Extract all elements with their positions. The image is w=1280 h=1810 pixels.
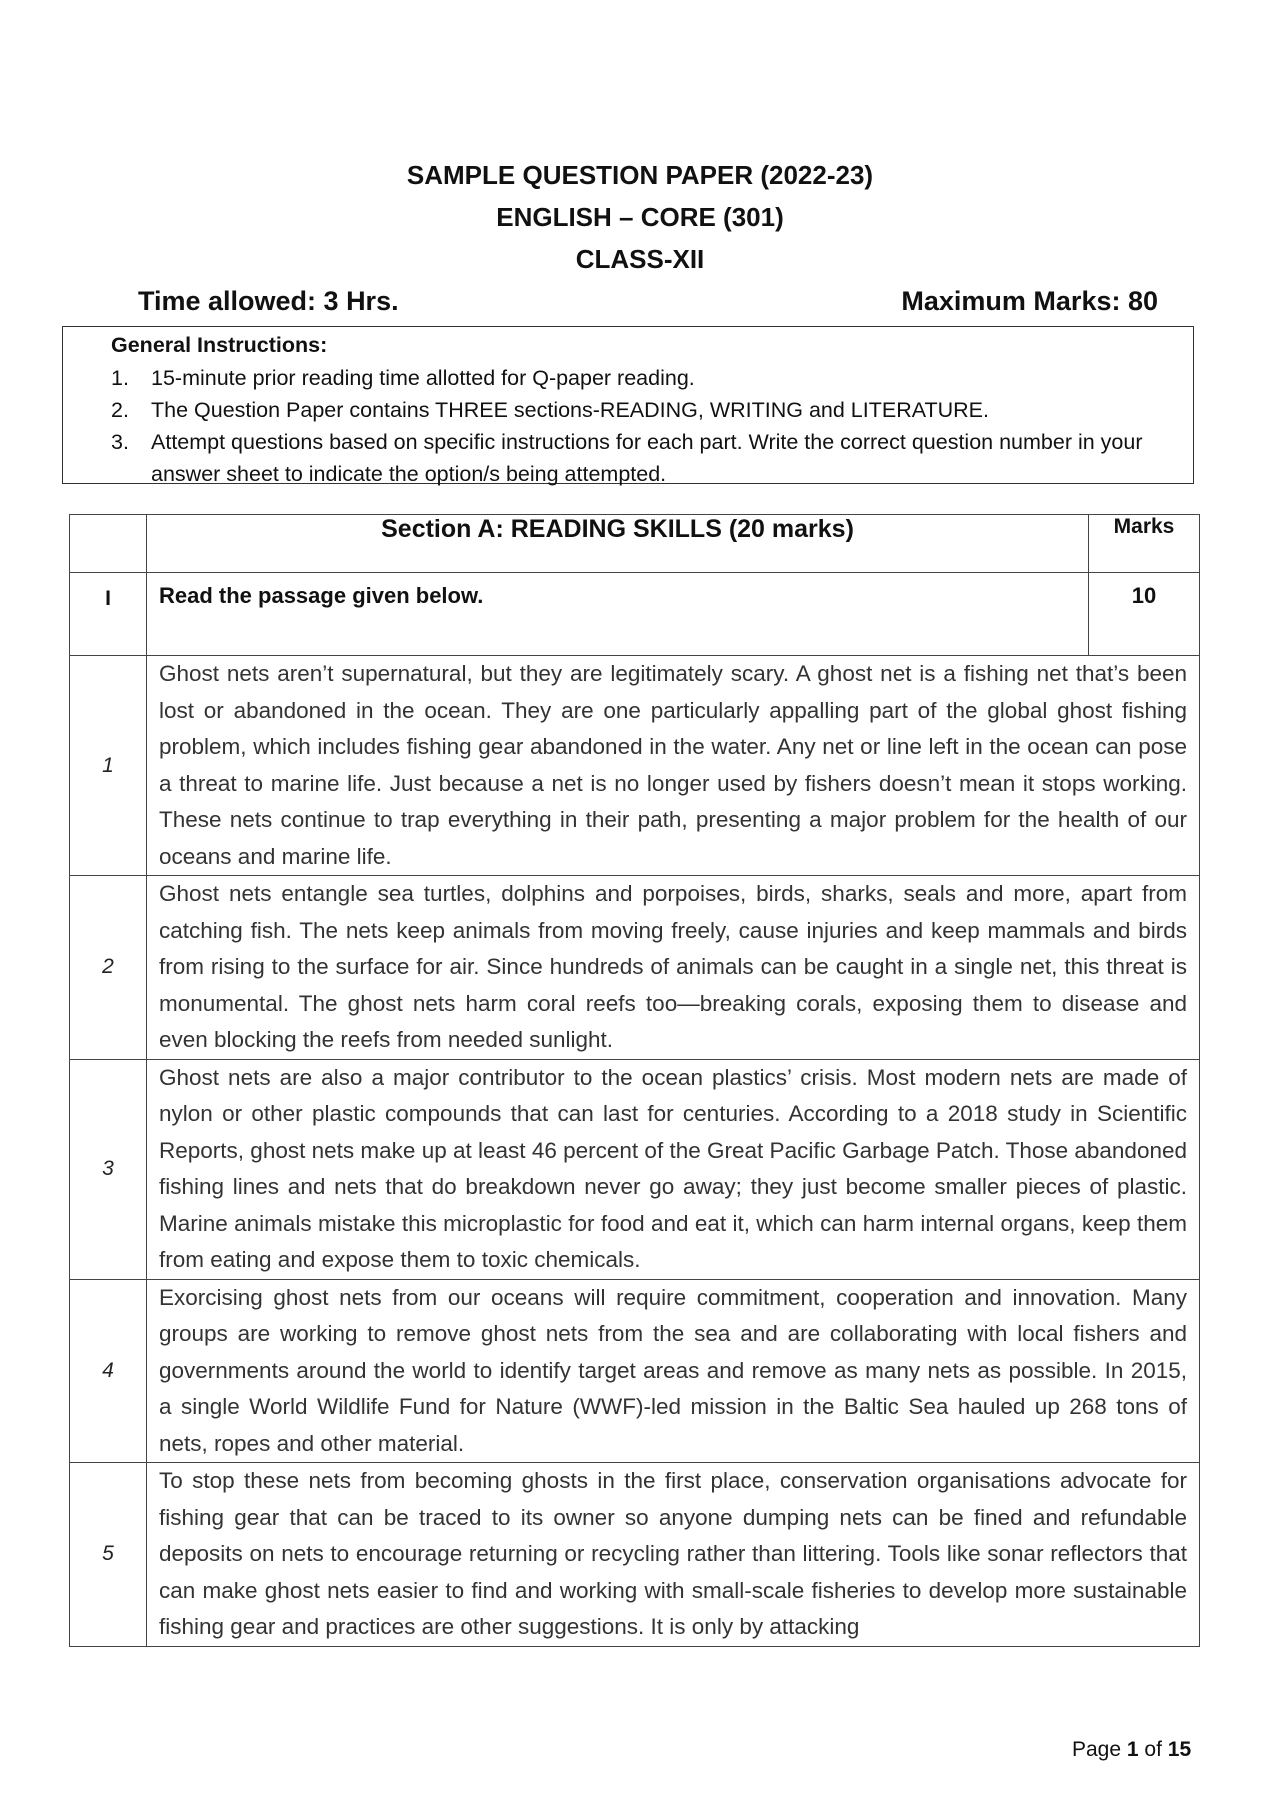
instruction-text: The Question Paper contains THREE sections-READING, WRITING and LITERATURE. <box>151 398 989 422</box>
maximum-marks: Maximum Marks: 80 <box>901 286 1158 316</box>
paragraph-row <box>70 1463 1200 1647</box>
exam-meta-row <box>138 286 1158 317</box>
paragraph-number: 1 <box>70 656 147 876</box>
instruction-number: 2. <box>111 398 129 422</box>
paragraph-number: 4 <box>70 1279 147 1463</box>
page-of: of <box>1144 1738 1162 1761</box>
page-footer <box>1072 1738 1191 1762</box>
total-pages: 15 <box>1167 1738 1192 1761</box>
instruction-text: 15-minute prior reading time allotted for Q-paper reading. <box>151 366 695 390</box>
reading-section-table <box>69 514 1200 1647</box>
paragraph-number: 3 <box>70 1059 147 1279</box>
current-page: 1 <box>1126 1738 1139 1761</box>
instruction-text: Attempt questions based on specific instructions for each part. Write the correct question number in your answer sheet to indicate the option/s being attempted. <box>151 430 1143 486</box>
paragraph-text: Ghost nets are also a major contributor to the ocean plastics’ crisis. Most modern nets are made of nylon or other plastic compounds that can last for centuries. According to a 2018 study in Scientific Reports, ghost nets make up at least 46 percent of the Great Pacific Garbage Patch. Those abandoned fishing lines and nets that do breakdown never go away; they just become smaller pieces of plastic. Marine animals mistake this microplastic for food and eat it, which can harm internal organs, keep them from eating and expose them to toxic chemicals. <box>147 1059 1200 1279</box>
paragraph-row <box>70 1059 1200 1279</box>
question-row <box>70 573 1200 656</box>
question-text: Read the passage given below. <box>147 573 1089 656</box>
instructions-list <box>111 362 1193 490</box>
paragraph-row <box>70 1279 1200 1463</box>
paragraph-text: Exorcising ghost nets from our oceans will require commitment, cooperation and innovation. Many groups are working to remove ghost nets from the sea and are collaborating with local fishers and governments around the world to identify target areas and remove as many nets as possible. In 2015, a single World Wildlife Fund for Nature (WWF)-led mission in the Baltic Sea hauled up 268 tons of nets, ropes and other material. <box>147 1279 1200 1463</box>
question-marks: 10 <box>1089 573 1200 656</box>
paragraph-row <box>70 876 1200 1060</box>
general-instructions-box <box>62 326 1194 484</box>
instruction-number: 3. <box>111 430 129 454</box>
paragraph-text: Ghost nets entangle sea turtles, dolphins and porpoises, birds, sharks, seals and more, apart from catching fish. The nets keep animals from moving freely, cause injuries and keep mammals and birds from rising to the surface for air. Since hundreds of animals can be caught in a single net, this threat is monumental. The ghost nets harm coral reefs too—breaking corals, exposing them to disease and even blocking the reefs from needed sunlight. <box>147 876 1200 1060</box>
paper-title: SAMPLE QUESTION PAPER (2022-23) <box>406 160 874 190</box>
page-label: Page <box>1072 1738 1122 1761</box>
subject-title: ENGLISH – CORE (301) <box>496 202 784 232</box>
empty-cell <box>70 515 147 573</box>
instruction-item <box>111 362 1193 394</box>
paragraph-text: To stop these nets from becoming ghosts in the first place, conservation organisations advocate for fishing gear that can be traced to its owner so anyone dumping nets can be fined and refundable deposits on nets to encourage returning or recycling rather than littering. Tools like sonar reflectors that can make ghost nets easier to find and working with small-scale fisheries to develop more sustainable fishing gear and practices are other suggestions. It is only by attacking <box>147 1463 1200 1647</box>
section-header-row <box>70 515 1200 573</box>
paragraph-number: 2 <box>70 876 147 1060</box>
question-number: I <box>70 573 147 656</box>
paragraph-number: 5 <box>70 1463 147 1647</box>
instructions-title: General Instructions: <box>111 333 328 357</box>
instruction-item <box>111 426 1193 490</box>
paragraph-text: Ghost nets aren’t supernatural, but they are legitimately scary. A ghost net is a fishing net that’s been lost or abandoned in the ocean. They are one particularly appalling part of the global ghost fishing problem, which includes fishing gear abandoned in the water. Any net or line left in the ocean can pose a threat to marine life. Just because a net is no longer used by fishers doesn’t mean it stops working. These nets continue to trap everything in their path, presenting a major problem for the health of our oceans and marine life. <box>147 656 1200 876</box>
instruction-item <box>111 394 1193 426</box>
marks-header: Marks <box>1089 515 1200 573</box>
class-title: CLASS-XII <box>575 244 705 274</box>
paragraph-row <box>70 656 1200 876</box>
instruction-number: 1. <box>111 366 129 390</box>
section-title: Section A: READING SKILLS (20 marks) <box>147 515 1089 573</box>
time-allowed: Time allowed: 3 Hrs. <box>138 286 399 316</box>
